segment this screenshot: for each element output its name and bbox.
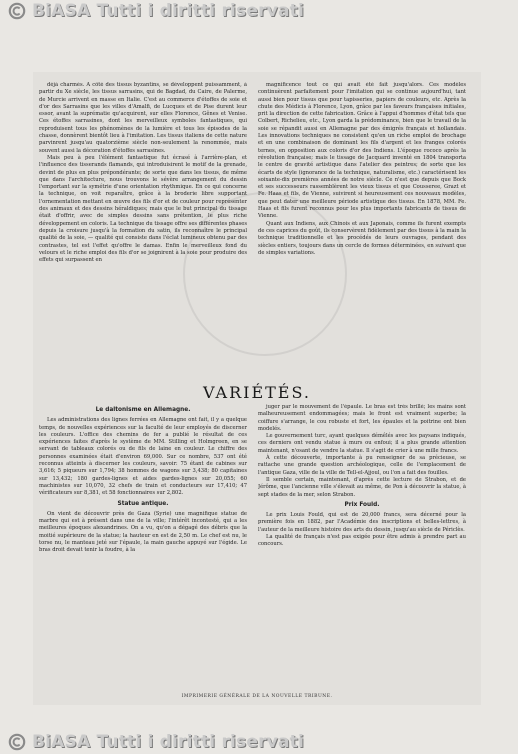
- article-heading: Prix Fould.: [344, 501, 380, 508]
- paragraph: Il semble certain, maintenant, d'après cette lecture de Strabon, et de Jérôme, que l'ancienne ville s'élevait au même, de Pon à découvrir la statue, à sept stades de la mer, selon Strabon.: [258, 476, 466, 498]
- paragraph: Quant aux Indiens, aux Chinois et aux Japonais, comme ils furent exempts de ces caprices du goût, ils conservèrent fidèlement par des tissus à la main la technique traditionnelle et les procédés de leurs ouvrages, pendant des siècles entiers, toujours dans un cercle de formes déterminées, en suivant que de simples variations.: [258, 220, 466, 256]
- watermark-text-bottom: BiASA Tutti i diritti riservati: [32, 732, 304, 752]
- top-right-column: [258, 82, 466, 384]
- paragraph: déjà charmés. À côté des tissus byzantins, se développent puissamment, à partir du Xe siècle, les tissus sarrasins, qui de Bagdad, du Caire, de Palerme, de Murcie arrivent en masse en Italie. C'est au commerce d'étoffes de soie et d'or des Sarrasins que les villes d'Amalfi, de Lucques et de Pise durent leur essor, avant la suprématie qu'acquirent, sur elles Florence, Gênes et Venise. Ces étoffes sarrasines, dont les merveilleux symboles fantastiques, qui reproduisent tous les phénomènes de la lumière et tous les épisodes de la chasse, donnèrent bientôt lieu à l'imitation. Les tissus italiens de cette nature parvinrent jusqu'au quatorzième siècle non-seulement la renommée, mais souvent aussi la décoration d'étoffes sarrasines.: [39, 82, 247, 154]
- watermark-top: [0, 0, 518, 22]
- copyright-icon: [8, 2, 26, 20]
- article-heading: Statue antique.: [117, 500, 169, 507]
- paragraph: Le prix Louis Fould, qui est de 20,000 francs, sera décerné pour la première fois en 1882, par l'Académie des inscriptions et belles-lettres, à l'auteur de la meilleure histoire des arts du dessin, jusqu'au siècle de Périclès.: [258, 512, 466, 533]
- section-title: VARIÉTÉS.: [203, 383, 311, 402]
- copyright-icon: [8, 733, 26, 751]
- paragraph: À cette découverte, importante à pu renseigner de sa précieuse, se rattache une grande question archéologique, celle de l'emplacement de l'antique Gaza, ville de la ville de Tell-el-Ajjoul, ou l'on a fait des fouilles.: [258, 455, 466, 476]
- top-left-column: [39, 82, 247, 384]
- paragraph: Le gouvernement turc, ayant quelques démêlés avec les paysans indiqués, ces derniers ont vendu statue à murs ou enfoui; il a plus grande attention maintenant, n'osant de vendre la statue. Il s'agit de crier à une mille francs.: [258, 433, 466, 454]
- bottom-right-column: [258, 404, 466, 694]
- article-heading: Le daltonisme en Allemagne.: [95, 407, 191, 413]
- bottom-left-column: [39, 404, 247, 694]
- paragraph: La qualité de français n'est pas exigée pour être admis à prendre part au concours.: [258, 534, 466, 548]
- paragraph: Les administrations des lignes ferrées en Allemagne ont fait, il y a quelque temps, de nouvelles expériences sur la faculté de leur employés de discerner les couleurs. L'office des chemins de fer a publié le résultat de ces expériences faites d'après le système de MM. Stilling et Holmgreen, en se servant de tableaux colorés ou de fils de laine en couleur. Le chiffre des personnes examinées était d'environ 69,000. Sur ce nombre, 537 ont été reconnus atteints à discerner les couleurs, savoir: 75 étant de cabines sur 3,616; 5 piqueurs sur 1,794; 38 hommes de wagons sur 3,438; 80 capitaines sur 13,432; 180 gardes-lignes et aides gardes-lignes sur 20,055; 60 machinistes sur 10,070, 32 chefs de train et conducteurs sur 17,410; 47 vérificateurs sur 8,381, et 58 fonctionnaires sur 2,802.: [39, 417, 247, 497]
- watermark-bottom: [0, 730, 518, 754]
- footer-imprint: IMPRIMERIE GÉNÉRALE DE LA NOUVELLE TRIBUNE.: [181, 694, 333, 699]
- document-page: [33, 72, 481, 705]
- paragraph: magnificence tout ce qui avait été fait jusqu'alors. Ces modèles continuèrent parfaitement pour l'imitation qui se continue aujourd'hui, tant aussi bien pour tissus que pour tapisseries, papiers de couleurs, etc. Après la chute des Médicis à Florence, Lyon, grâce par les faveurs françaises initiales, prit la direction de cette fabrication. Grâce à l'appui d'hommes d'état tels que Colbert, Richelieu, etc., Lyon garda la prédominance, bien que le travail de la soie se répandit aussi en Allemagne par des émigrés français et hollandais. Les innovations techniques ne consistent qu'en un riche emploi de brochage et en une combinaison de dominant les fils d'argent et les franges colorés ternes, en opposition aux coloris d'or des Indiens. L'époque rococo après la révolution française; mais le tissage de Jacquard inventé en 1804 transporta le centre de gravité artistique dans l'atelier des peintres; de sorte que les écarts de style (ignorance de la technique, naturalisme, etc.) caractérisent les soixante-dix premières années de notre siècle. Ce n'est que depuis que Bock et ses successeurs rassemblèrent les vieux tissus et que Cousseree, Grazt et Fe. Haas et fils, de Vienne, suivirent si heureusement ces nouveaux modèles, que peut dater une meilleure période artistique des tissus. En 1878, MM. Fe. Haas et fils furent reconnus pour les plus importants fabricants de tissus de Vienne.: [258, 82, 466, 220]
- watermark-text-top: BiASA Tutti i diritti riservati: [32, 1, 304, 21]
- paragraph: Mais peu à peu l'élément fantastique fut écrasé à l'arrière-plan, et l'influence des tisserands flamands, qui introduisirent le motif de la grenade, devint de plus en plus prépondérante; de sorte que dans les tissus, de même que dans l'architecture, nous trouvons le sévère arrangement du dessin l'emportant sur la symétrie d'une orientation rhythmique. En ce qui concerne la technique, on voit reparaître, grâce à la broderie libre supportant l'ornementation mettant en œuvre des fils d'or et de couleur pour représenter des animaux et des dessins héraldiques; mais que le but principal du tissage était d'offrir, avec de simples dessins sans prétention, le plus riche développement en coloris. La technique du tissage offre ses différentes phases depuis la croisure jusqu'à la formation du satin, ils reconnaître le principal qualité de la soie, — qualité qui consiste dans l'éclat lumineux obtenu par des contrastes, tel est l'effet qu'offre le damas. Enfin le merveilleux fond du velours et le riche emploi des fils d'or se joignirent à la soie pour produire des effets qui surpassent en: [39, 154, 247, 264]
- paragraph: On vient de découvrir près de Gaza (Syrie) une magnifique statue de marbre qui est à présent dans une de la ville; l'intérêt incontesté, qui a les meilleures époques alexandrines. On a vu, qu'on a dégagé des débris que la moitié supérieure de la statue; la hauteur en est de 2,50 m. Le chef est nu, le torse nu, le manteau jeté sur l'épaule, la main gauche appuyé sur l'égide. Le bras droit devait tenir la foudre, à la: [39, 510, 247, 554]
- paragraph: juger par le mouvement de l'épaule. Le bras est très brillé; les mains sont malheureusement endommagées; mais le front est vraiment superbe; la coiffure s'arrange, le cou robuste et fort, les épaules et la poitrine ont bien modelés.: [258, 404, 466, 432]
